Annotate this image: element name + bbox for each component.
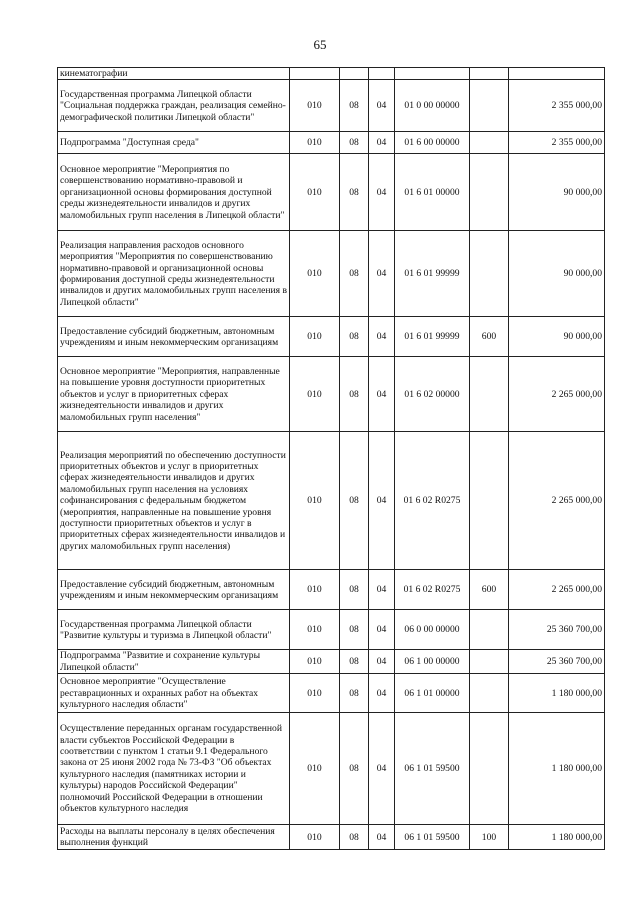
row-name: кинематографии xyxy=(58,68,290,80)
table-row xyxy=(58,132,605,154)
row-target-article: 06 1 00 00000 xyxy=(395,650,470,674)
row-admin-code: 010 xyxy=(290,713,340,825)
row-subsection: 04 xyxy=(369,674,395,713)
row-target-article: 06 0 00 00000 xyxy=(395,610,470,650)
table-row xyxy=(58,68,605,80)
row-target-article: 06 1 01 59500 xyxy=(395,825,470,850)
row-expense-type xyxy=(470,674,509,713)
row-subsection: 04 xyxy=(369,231,395,317)
row-admin-code: 010 xyxy=(290,650,340,674)
row-section: 08 xyxy=(340,650,369,674)
row-amount: 90 000,00 xyxy=(509,317,605,357)
row-admin-code: 010 xyxy=(290,357,340,432)
row-subsection: 04 xyxy=(369,570,395,610)
row-expense-type xyxy=(470,132,509,154)
row-amount: 25 360 700,00 xyxy=(509,650,605,674)
row-target-article: 01 6 00 00000 xyxy=(395,132,470,154)
row-expense-type: 600 xyxy=(470,570,509,610)
row-admin-code: 010 xyxy=(290,570,340,610)
row-target-article: 01 6 01 99999 xyxy=(395,231,470,317)
row-target-article: 01 0 00 00000 xyxy=(395,80,470,132)
row-name: Реализация мероприятий по обеспечению доступности приоритетных объектов и услуг в приоритетных сферах жизнедеятельности инвалидов и других маломобильных групп населения на условиях софинансирования с федеральным бюджетом (мероприятия, направленные на повышение уровня доступности приоритетных объектов и услуг в приоритетных сферах жизнедеятельности инвалидов и других маломобильных групп населения) xyxy=(58,432,290,570)
row-admin-code: 010 xyxy=(290,825,340,850)
row-admin-code: 010 xyxy=(290,231,340,317)
row-admin-code: 010 xyxy=(290,674,340,713)
row-admin-code: 010 xyxy=(290,154,340,231)
row-section: 08 xyxy=(340,825,369,850)
row-section: 08 xyxy=(340,610,369,650)
row-subsection: 04 xyxy=(369,132,395,154)
row-admin-code: 010 xyxy=(290,132,340,154)
row-subsection: 04 xyxy=(369,713,395,825)
row-expense-type xyxy=(470,610,509,650)
table-row xyxy=(58,357,605,432)
table-row xyxy=(58,610,605,650)
row-expense-type xyxy=(470,432,509,570)
row-target-article: 01 6 01 00000 xyxy=(395,154,470,231)
row-expense-type xyxy=(470,713,509,825)
row-name: Основное мероприятие "Осуществление реставрационных и охранных работ на объектах культурного наследия области" xyxy=(58,674,290,713)
row-expense-type xyxy=(470,231,509,317)
row-section: 08 xyxy=(340,80,369,132)
row-name: Предоставление субсидий бюджетным, автономным учреждениям и иным некоммерческим организациям xyxy=(58,317,290,357)
row-admin-code: 010 xyxy=(290,317,340,357)
row-subsection: 04 xyxy=(369,610,395,650)
row-amount xyxy=(509,68,605,80)
row-section: 08 xyxy=(340,570,369,610)
row-expense-type xyxy=(470,68,509,80)
row-expense-type xyxy=(470,357,509,432)
row-amount: 2 355 000,00 xyxy=(509,132,605,154)
row-expense-type: 600 xyxy=(470,317,509,357)
row-amount: 25 360 700,00 xyxy=(509,610,605,650)
row-subsection: 04 xyxy=(369,80,395,132)
row-admin-code: 010 xyxy=(290,80,340,132)
row-name: Подпрограмма "Доступная среда" xyxy=(58,132,290,154)
row-subsection: 04 xyxy=(369,650,395,674)
row-admin-code: 010 xyxy=(290,432,340,570)
row-subsection: 04 xyxy=(369,357,395,432)
row-name: Основное мероприятие "Мероприятия по совершенствованию нормативно-правовой и организационной основы формирования доступной среды жизнедеятельности инвалидов и других маломобильных групп населения в Липецкой области" xyxy=(58,154,290,231)
row-subsection: 04 xyxy=(369,432,395,570)
row-section: 08 xyxy=(340,713,369,825)
row-amount: 1 180 000,00 xyxy=(509,713,605,825)
table-row xyxy=(58,154,605,231)
row-name: Осуществление переданных органам государственной власти субъектов Российской Федерации в соответствии с пунктом 1 статьи 9.1 Федерального закона от 25 июня 2002 года № 73-ФЗ "Об объектах культурного наследия (памятниках истории и культуры) народов Российской Федерации" полномочий Российской Федерации в отношении объектов культурного наследия xyxy=(58,713,290,825)
row-amount: 2 265 000,00 xyxy=(509,432,605,570)
table-row xyxy=(58,317,605,357)
table-row xyxy=(58,80,605,132)
row-name: Предоставление субсидий бюджетным, автономным учреждениям и иным некоммерческим организациям xyxy=(58,570,290,610)
row-target-article: 01 6 02 R0275 xyxy=(395,432,470,570)
row-section: 08 xyxy=(340,317,369,357)
row-target-article: 06 1 01 00000 xyxy=(395,674,470,713)
row-name: Подпрограмма "Развитие и сохранение культуры Липецкой области" xyxy=(58,650,290,674)
row-amount: 1 180 000,00 xyxy=(509,674,605,713)
row-subsection: 04 xyxy=(369,317,395,357)
row-section: 08 xyxy=(340,357,369,432)
row-section: 08 xyxy=(340,154,369,231)
row-amount: 90 000,00 xyxy=(509,154,605,231)
table-row xyxy=(58,713,605,825)
row-subsection: 04 xyxy=(369,154,395,231)
row-section xyxy=(340,68,369,80)
row-amount: 2 265 000,00 xyxy=(509,357,605,432)
row-name: Государственная программа Липецкой области "Развитие культуры и туризма в Липецкой области" xyxy=(58,610,290,650)
page-number: 65 xyxy=(313,37,327,52)
row-expense-type xyxy=(470,154,509,231)
row-expense-type xyxy=(470,80,509,132)
row-target-article xyxy=(395,68,470,80)
row-admin-code xyxy=(290,68,340,80)
table-row xyxy=(58,825,605,850)
row-name: Реализация направления расходов основного мероприятия "Мероприятия по совершенствованию нормативно-правовой и организационной основы формирования доступной среды жизнедеятельности инвалидов и других маломобильных групп населения в Липецкой области" xyxy=(58,231,290,317)
row-expense-type: 100 xyxy=(470,825,509,850)
row-section: 08 xyxy=(340,432,369,570)
row-section: 08 xyxy=(340,231,369,317)
row-target-article: 06 1 01 59500 xyxy=(395,713,470,825)
row-name: Основное мероприятие "Мероприятия, направленные на повышение уровня доступности приоритетных объектов и услуг в приоритетных сферах жизнедеятельности инвалидов и других маломобильных групп населения" xyxy=(58,357,290,432)
row-target-article: 01 6 01 99999 xyxy=(395,317,470,357)
row-subsection xyxy=(369,68,395,80)
row-subsection: 04 xyxy=(369,825,395,850)
row-amount: 1 180 000,00 xyxy=(509,825,605,850)
budget-table xyxy=(57,67,605,850)
row-amount: 90 000,00 xyxy=(509,231,605,317)
table-row xyxy=(58,231,605,317)
row-section: 08 xyxy=(340,132,369,154)
row-admin-code: 010 xyxy=(290,610,340,650)
row-amount: 2 355 000,00 xyxy=(509,80,605,132)
row-target-article: 01 6 02 00000 xyxy=(395,357,470,432)
row-target-article: 01 6 02 R0275 xyxy=(395,570,470,610)
table-row xyxy=(58,650,605,674)
table-row xyxy=(58,674,605,713)
row-amount: 2 265 000,00 xyxy=(509,570,605,610)
row-name: Расходы на выплаты персоналу в целях обеспечения выполнения функций xyxy=(58,825,290,850)
row-section: 08 xyxy=(340,674,369,713)
row-expense-type xyxy=(470,650,509,674)
table-row xyxy=(58,570,605,610)
table-row xyxy=(58,432,605,570)
row-name: Государственная программа Липецкой области "Социальная поддержка граждан, реализация семейно-демографической политики Липецкой области" xyxy=(58,80,290,132)
